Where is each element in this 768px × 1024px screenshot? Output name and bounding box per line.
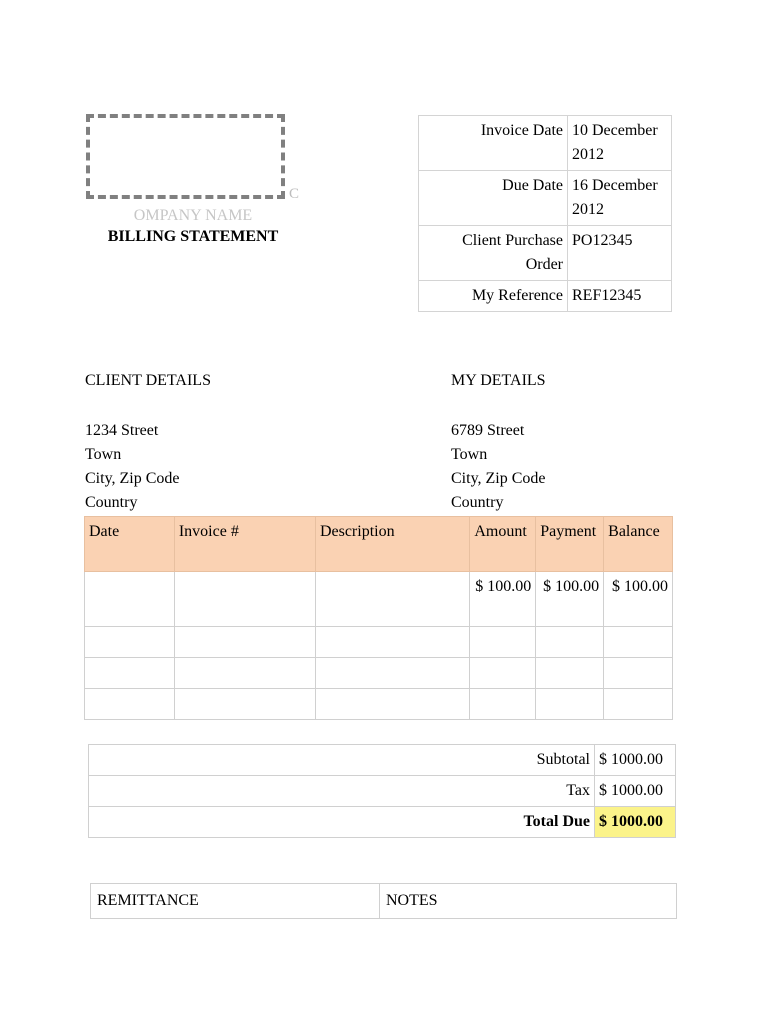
cell-date — [85, 689, 175, 720]
cell-payment — [536, 627, 604, 658]
totals-table — [88, 744, 676, 838]
cell-amount: $ 100.00 — [470, 572, 536, 627]
cell-invoice — [174, 658, 315, 689]
invoice-info-table — [418, 115, 672, 312]
cell-amount — [470, 658, 536, 689]
due-date-label: Due Date — [419, 171, 568, 226]
remittance-cell: REMITTANCE — [91, 884, 380, 919]
purchase-order-value: PO12345 — [568, 226, 672, 281]
reference-value: REF12345 — [568, 281, 672, 312]
client-address-line: 1234 Street — [85, 422, 159, 439]
remittance-notes-table — [90, 883, 677, 919]
cell-payment — [536, 658, 604, 689]
cell-invoice — [174, 627, 315, 658]
notes-cell: NOTES — [380, 884, 677, 919]
my-details-heading: MY DETAILS — [451, 372, 546, 389]
purchase-order-label: Client Purchase Order — [419, 226, 568, 281]
cell-date — [85, 572, 175, 627]
col-balance-header: Balance — [604, 517, 673, 572]
due-date-value: 16 December 2012 — [568, 171, 672, 226]
my-address-line: City, Zip Code — [451, 470, 546, 487]
total-due-value: $ 1000.00 — [595, 807, 676, 838]
cell-balance — [604, 689, 673, 720]
my-address-line: Country — [451, 494, 504, 511]
cell-description — [315, 627, 469, 658]
reference-label: My Reference — [419, 281, 568, 312]
tax-label: Tax — [89, 776, 595, 807]
client-address — [85, 419, 180, 515]
billing-title: BILLING STATEMENT — [107, 228, 279, 245]
cell-description — [315, 572, 469, 627]
cell-amount — [470, 689, 536, 720]
table-row — [85, 689, 673, 720]
logo-placeholder — [86, 114, 285, 199]
table-row — [85, 627, 673, 658]
subtotal-label: Subtotal — [89, 745, 595, 776]
subtotal-row — [89, 745, 676, 776]
subtotal-value: $ 1000.00 — [595, 745, 676, 776]
col-date-header: Date — [85, 517, 175, 572]
due-date-row — [419, 171, 672, 226]
col-invoice-header: Invoice # — [174, 517, 315, 572]
cell-amount — [470, 627, 536, 658]
total-due-label: Total Due — [89, 807, 595, 838]
reference-row — [419, 281, 672, 312]
cell-date — [85, 627, 175, 658]
purchase-order-row — [419, 226, 672, 281]
cell-date — [85, 658, 175, 689]
cell-description — [315, 658, 469, 689]
invoice-date-value: 10 December 2012 — [568, 116, 672, 171]
table-row — [85, 658, 673, 689]
invoice-date-label: Invoice Date — [419, 116, 568, 171]
client-address-line: Town — [85, 446, 122, 463]
statement-items-table — [84, 516, 673, 720]
my-address-line: 6789 Street — [451, 422, 525, 439]
my-address — [451, 419, 546, 515]
cell-payment — [536, 689, 604, 720]
invoice-date-row — [419, 116, 672, 171]
cell-balance: $ 100.00 — [604, 572, 673, 627]
tax-row — [89, 776, 676, 807]
cell-description — [315, 689, 469, 720]
cell-payment: $ 100.00 — [536, 572, 604, 627]
tax-value: $ 1000.00 — [595, 776, 676, 807]
logo-letter: C — [289, 186, 300, 202]
cell-balance — [604, 658, 673, 689]
cell-balance — [604, 627, 673, 658]
col-payment-header: Payment — [536, 517, 604, 572]
table-header-row — [85, 517, 673, 572]
col-amount-header: Amount — [470, 517, 536, 572]
col-description-header: Description — [315, 517, 469, 572]
table-row — [85, 572, 673, 627]
cell-invoice — [174, 572, 315, 627]
client-address-line: Country — [85, 494, 138, 511]
company-name: OMPANY NAME — [133, 207, 253, 224]
cell-invoice — [174, 689, 315, 720]
my-address-line: Town — [451, 446, 488, 463]
client-address-line: City, Zip Code — [85, 470, 180, 487]
total-due-row — [89, 807, 676, 838]
client-details-heading: CLIENT DETAILS — [85, 372, 211, 389]
